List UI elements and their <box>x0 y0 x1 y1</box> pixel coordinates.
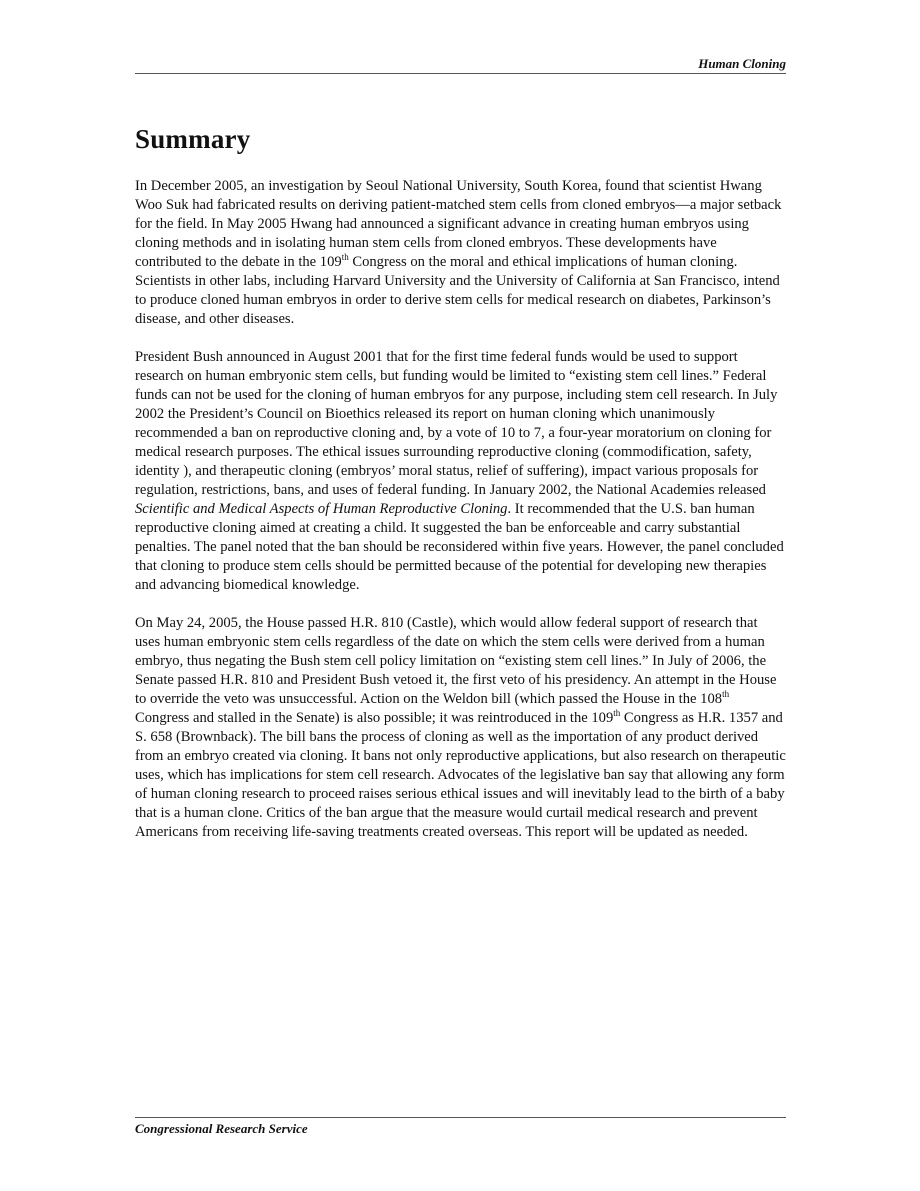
running-header: Human Cloning <box>698 56 786 71</box>
summary-paragraph-1 <box>135 177 786 329</box>
header-rule <box>135 73 786 74</box>
ordinal-suffix: th <box>722 689 730 699</box>
paragraph-text: Congress on the moral and ethical implications of human cloning. Scientists in other labs, including Harvard University and the University of California at San Francisco, intend to produce cloned human embryos in order to derive stem cells for medical research on diabetes, Parkinson’s disease, and other diseases. <box>135 254 780 327</box>
paragraph-text: On May 24, 2005, the House passed H.R. 810 (Castle), which would allow federal support of research that uses human embryonic stem cells regardless of the date on which the stem cells were derived from a human embryo, thus negating the Bush stem cell policy limitation on “existing stem cell lines.” In July of 2006, the Senate passed H.R. 810 and President Bush vetoed it, the first veto of his presidency. An attempt in the House to override the veto was unsuccessful. Action on the Weldon bill (which passed the House in the 108 <box>135 615 777 707</box>
summary-paragraph-3 <box>135 614 786 842</box>
paragraph-text: President Bush announced in August 2001 that for the first time federal funds would be used to support research on human embryonic stem cells, but funding would be limited to “existing stem cell lines.” Federal funds can not be used for the cloning of human embryos for any purpose, including stem cell research. In July 2002 the President’s Council on Bioethics released its report on human cloning which unanimously recommended a ban on reproductive cloning and, by a vote of 10 to 7, a four-year moratorium on cloning for medical research purposes. The ethical issues surrounding reproductive cloning (commodification, safety, identity ), and therapeutic cloning (embryos’ moral status, relief of suffering), impact various proposals for regulation, restrictions, bans, and uses of federal funding. In January 2002, the National Academies released <box>135 349 778 498</box>
paragraph-text: In December 2005, an investigation by Seoul National University, South Korea, found that scientist Hwang Woo Suk had fabricated results on deriving patient-matched stem cells from cloned embryos—a major setback for the field. In May 2005 Hwang had announced a significant advance in creating human embryos using cloning methods and in isolating human stem cells from cloned embryos. These developments have contributed to the debate in the 109 <box>135 178 782 270</box>
paragraph-text: . It recommended that the U.S. ban human reproductive cloning aimed at creating a child. It suggested the ban be enforceable and carry substantial penalties. The panel noted that the ban should be reconsidered within five years. However, the panel concluded that cloning to produce stem cells should be permitted because of the potential for developing new therapies and advancing biomedical knowledge. <box>135 501 784 593</box>
footer-publisher: Congressional Research Service <box>135 1121 308 1136</box>
paragraph-text: Congress as H.R. 1357 and S. 658 (Brownback). The bill bans the process of cloning as well as the importation of any product derived from an embryo created via cloning. It bans not only reproductive applications, but also research on therapeutic uses, which has implications for stem cell research. Advocates of the legislative ban say that allowing any form of human cloning research to proceed raises serious ethical issues and will inevitably lead to the birth of a baby that is a human clone. Critics of the ban argue that the measure would curtail medical research and prevent Americans from receiving life-saving treatments created overseas. This report will be updated as needed. <box>135 710 786 840</box>
ordinal-suffix: th <box>341 252 349 262</box>
summary-body <box>135 177 786 861</box>
report-title-italic: Scientific and Medical Aspects of Human Reproductive Cloning <box>135 501 508 517</box>
paragraph-text: Congress and stalled in the Senate) is also possible; it was reintroduced in the 109 <box>135 710 614 726</box>
page-title: Summary <box>135 124 251 154</box>
ordinal-suffix: th <box>613 708 621 718</box>
summary-paragraph-2 <box>135 348 786 595</box>
footer-rule <box>135 1117 786 1118</box>
